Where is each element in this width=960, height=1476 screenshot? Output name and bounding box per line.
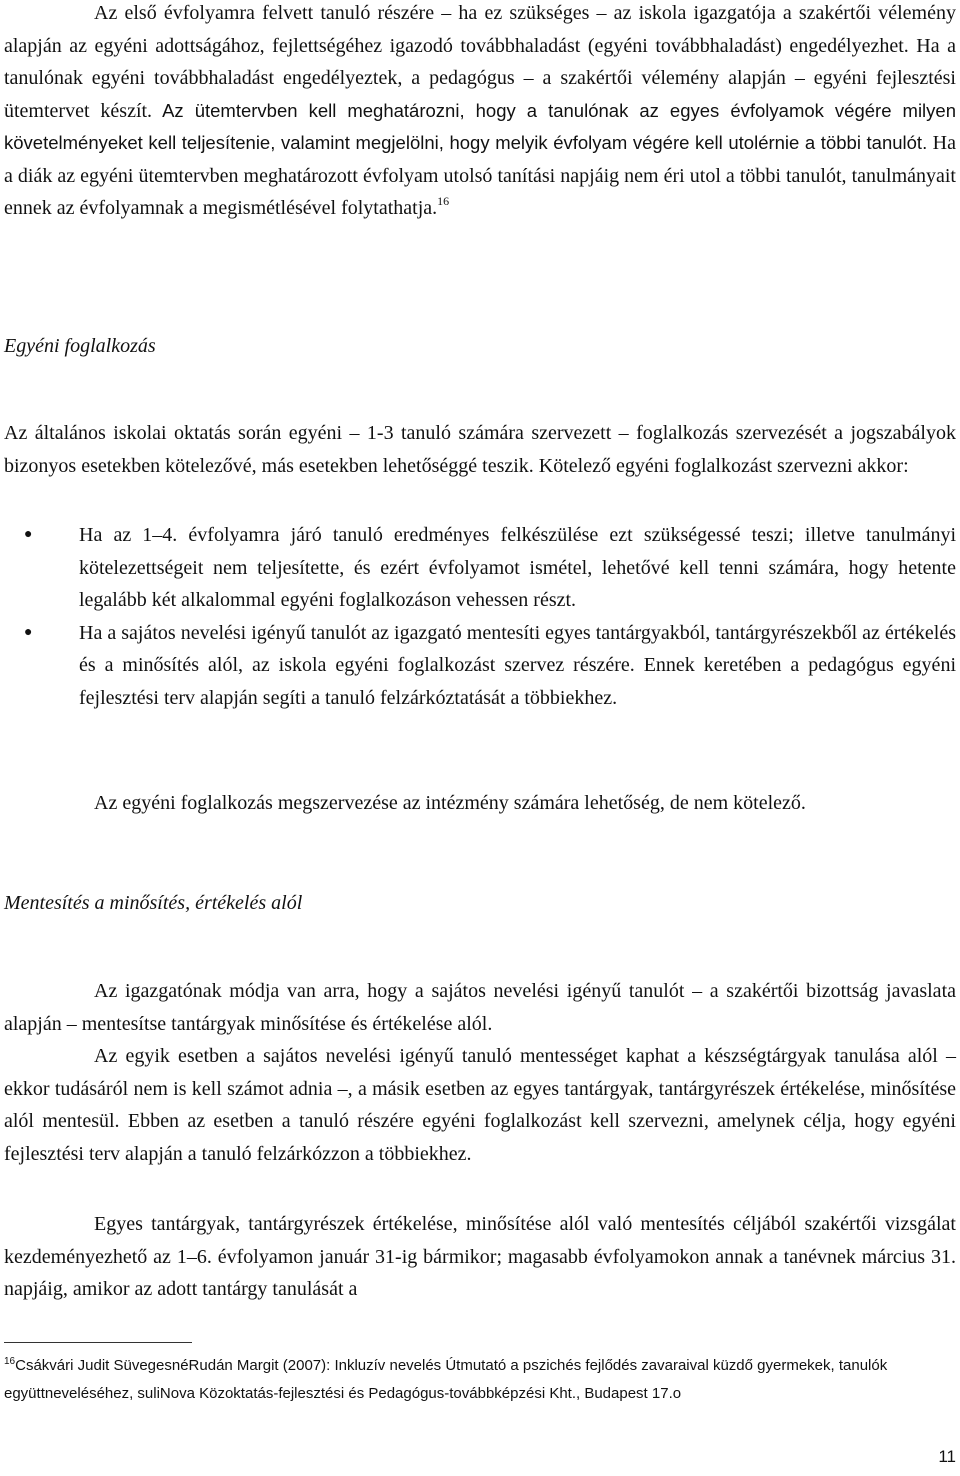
footnote-number: 16 (4, 1356, 16, 1367)
paragraph-egyeni-foglalkozas-outro: Az egyéni foglalkozás megszervezése az intézmény számára lehetőség, de nem kötelező. (94, 792, 806, 814)
section-heading-egyeni-foglalkozas: Egyéni foglalkozás (4, 335, 156, 357)
footnote (4, 1352, 944, 1408)
mandatory-cases-list (4, 519, 956, 714)
paragraph-egyeni-tovabbhaladas (4, 0, 956, 225)
footnote-reference: 16 (437, 194, 450, 208)
paragraph-egyeni-foglalkozas-intro: Az általános iskolai oktatás során egyéni – 1-3 tanuló számára szervezett – foglalkozás szervezését a jogszabályok bizonyos esetekben kötelezővé, más esetekben lehetőséggé teszik. Kötelező egyéni foglalkozást szervezni akkor: (4, 422, 956, 477)
bullet-icon: ● (24, 624, 33, 640)
paragraph-part-2: Az ütemtervben kell meghatározni, hogy a tanulónak az egyes évfolyamok végére milyen követelményeket kell teljesítenie, valamint megjelölni, hogy melyik évfolyam végére kell utolérnie a többi tanulót. (4, 99, 956, 153)
page-number: 11 (938, 1447, 956, 1466)
list-item (4, 617, 956, 715)
paragraph-mentesites-3: Egyes tantárgyak, tantárgyrészek értékelése, minősítése alól való mentesítés céljából szakértői vizsgálat kezdeményezhető az 1–6. évfolyamon január 31-ig bármikor; magasabb évfolyamokon annak a tanévnek március 31. napjáig, amikor az adott tantárgy tanulását a (4, 1213, 956, 1300)
list-item-text: Ha a sajátos nevelési igényű tanulót az igazgató mentesíti egyes tantárgyakból, tantárgyrészekből az értékelés és a minősítés alól, az iskola egyéni foglalkozást szervez részére. Ennek keretében a pedagógus egyéni fejlesztési terv alapján segíti a tanuló felzárkóztatását a többiekhez. (79, 621, 956, 709)
section-heading-mentesites: Mentesítés a minősítés, értékelés alól (4, 892, 303, 914)
list-item-text: Ha az 1–4. évfolyamra járó tanuló eredményes felkészülése ezt szükségessé teszi; illetve tanulmányi kötelezettségeit nem teljesítette, és ezért évfolyamot ismétel, lehetővé kell tenni számára, hogy hetente legalább két alkalommal egyéni foglalkozáson vehessen részt. (79, 524, 956, 611)
paragraph-mentesites-1: Az igazgatónak módja van arra, hogy a sajátos nevelési igényű tanulót – a szakértői bizottság javaslata alapján – mentesítse tantárgyak minősítése és értékelése alól. (4, 980, 956, 1035)
paragraph-mentesites-2: Az egyik esetben a sajátos nevelési igényű tanuló mentességet kaphat a készségtárgyak tanulása alól – ekkor tudásáról nem is kell számot adnia –, a másik esetben az egyes tantárgyak, tantárgyrészek értékelése, minősítése alól mentesül. Ebben az esetben a tanuló részére egyéni foglalkozást kell szervezni, amelynek célja, hogy egyéni fejlesztési terv alapján a tanuló felzárkózzon a többiekhez. (4, 1045, 956, 1165)
footnote-text: Csákvári Judit SüvegesnéRudán Margit (2007): Inkluzív nevelés Útmutató a pszichés fejlődés zavaraival küzdő gyermekek, tanulók együttneveléséhez, suliNova Közoktatás-fejlesztési és Pedagógus-továbbképzési Kht., Budapest 17.o (4, 1357, 888, 1402)
footnote-divider (4, 1342, 192, 1343)
bullet-icon: ● (24, 527, 33, 542)
list-item (4, 519, 956, 617)
paragraph-part-3: Ha a diák az egyéni ütemtervben meghatározott évfolyam utolsó tanítási napjáig nem éri utol a többi tanulót, tanulmányait ennek az évfolyamnak a megismétlésével folytathatja. (4, 132, 956, 219)
paragraph-part-1: Az első évfolyamra felvett tanuló részére – ha ez szükséges – az iskola igazgatója a szakértői vélemény alapján az egyéni adottságához, fejlettségéhez igazodó továbbhaladást (egyéni továbbhaladást) engedélyezhet. Ha a tanulónak egyéni továbbhaladást engedélyeztek, a pedagógus – a szakértői vélemény alapján – egyéni fejlesztési ütemtervet készít. (4, 2, 956, 122)
